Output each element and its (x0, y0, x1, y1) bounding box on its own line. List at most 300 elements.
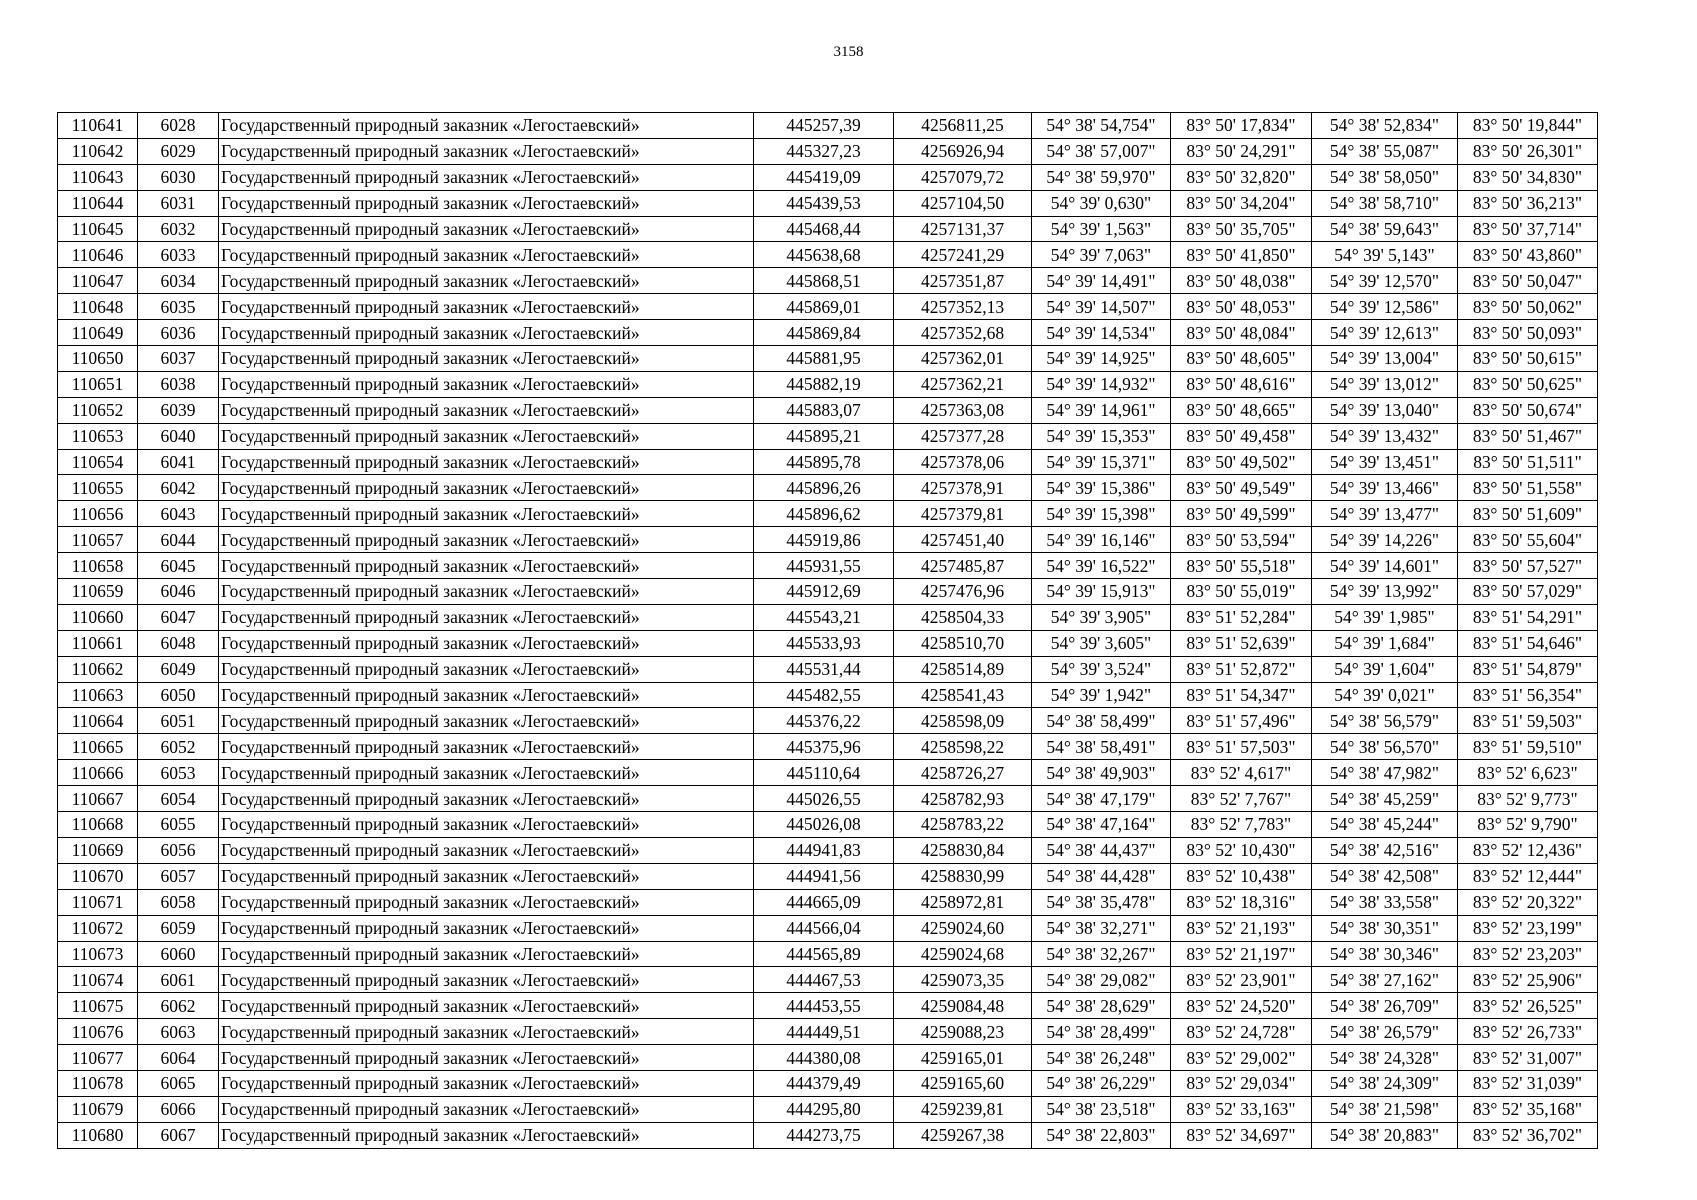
cell-latitude-1: 54° 39' 16,146" (1032, 527, 1171, 553)
cell-latitude-1: 54° 39' 3,605" (1032, 630, 1171, 656)
cell-object-name: Государственный природный заказник «Легостаевский» (219, 449, 754, 475)
cell-object-name: Государственный природный заказник «Легостаевский» (219, 397, 754, 423)
cell-latitude-2: 54° 38' 30,346" (1312, 941, 1458, 967)
cell-coord-x: 445919,86 (754, 527, 894, 553)
cell-longitude-2: 83° 50' 51,609" (1458, 501, 1598, 527)
cell-coord-x: 445638,68 (754, 242, 894, 268)
cell-longitude-1: 83° 50' 35,705" (1171, 216, 1312, 242)
cell-row-id: 110663 (58, 682, 138, 708)
cell-latitude-2: 54° 39' 1,985" (1312, 604, 1458, 630)
cell-latitude-1: 54° 38' 44,428" (1032, 863, 1171, 889)
cell-object-name: Государственный природный заказник «Легостаевский» (219, 1019, 754, 1045)
cell-longitude-2: 83° 50' 37,714" (1458, 216, 1598, 242)
cell-row-id: 110641 (58, 113, 138, 139)
cell-longitude-2: 83° 50' 36,213" (1458, 190, 1598, 216)
cell-point-number: 6040 (138, 423, 219, 449)
cell-longitude-1: 83° 52' 18,316" (1171, 889, 1312, 915)
cell-object-name: Государственный природный заказник «Легостаевский» (219, 553, 754, 579)
cell-latitude-2: 54° 38' 24,309" (1312, 1070, 1458, 1096)
cell-longitude-2: 83° 50' 57,527" (1458, 553, 1598, 579)
cell-longitude-1: 83° 50' 48,053" (1171, 294, 1312, 320)
cell-coord-y: 4258514,89 (894, 656, 1032, 682)
cell-longitude-1: 83° 51' 52,872" (1171, 656, 1312, 682)
cell-coord-x: 445895,21 (754, 423, 894, 449)
cell-object-name: Государственный природный заказник «Легостаевский» (219, 527, 754, 553)
cell-latitude-1: 54° 39' 14,507" (1032, 294, 1171, 320)
cell-latitude-1: 54° 39' 15,913" (1032, 579, 1171, 605)
cell-coord-x: 444566,04 (754, 915, 894, 941)
cell-row-id: 110679 (58, 1096, 138, 1122)
cell-latitude-2: 54° 38' 45,244" (1312, 812, 1458, 838)
cell-longitude-1: 83° 50' 32,820" (1171, 164, 1312, 190)
cell-latitude-2: 54° 38' 42,508" (1312, 863, 1458, 889)
cell-point-number: 6066 (138, 1096, 219, 1122)
cell-point-number: 6043 (138, 501, 219, 527)
cell-latitude-2: 54° 38' 58,050" (1312, 164, 1458, 190)
cell-latitude-1: 54° 38' 26,229" (1032, 1070, 1171, 1096)
cell-longitude-2: 83° 50' 51,558" (1458, 475, 1598, 501)
cell-coord-y: 4259088,23 (894, 1019, 1032, 1045)
cell-latitude-1: 54° 39' 14,534" (1032, 320, 1171, 346)
table-row (58, 889, 1598, 915)
cell-coord-y: 4257104,50 (894, 190, 1032, 216)
cell-coord-x: 444449,51 (754, 1019, 894, 1045)
cell-latitude-2: 54° 39' 14,226" (1312, 527, 1458, 553)
cell-longitude-1: 83° 52' 23,901" (1171, 967, 1312, 993)
table-row (58, 1019, 1598, 1045)
cell-row-id: 110680 (58, 1122, 138, 1148)
table-row (58, 734, 1598, 760)
cell-longitude-1: 83° 50' 49,599" (1171, 501, 1312, 527)
cell-coord-x: 445468,44 (754, 216, 894, 242)
cell-object-name: Государственный природный заказник «Легостаевский» (219, 1070, 754, 1096)
table-row (58, 113, 1598, 139)
cell-latitude-2: 54° 38' 45,259" (1312, 786, 1458, 812)
cell-point-number: 6037 (138, 346, 219, 372)
cell-coord-x: 444665,09 (754, 889, 894, 915)
cell-row-id: 110678 (58, 1070, 138, 1096)
cell-object-name: Государственный природный заказник «Легостаевский» (219, 708, 754, 734)
cell-coord-x: 445868,51 (754, 268, 894, 294)
cell-latitude-1: 54° 38' 58,491" (1032, 734, 1171, 760)
cell-row-id: 110643 (58, 164, 138, 190)
cell-object-name: Государственный природный заказник «Легостаевский» (219, 889, 754, 915)
table-row (58, 475, 1598, 501)
cell-object-name: Государственный природный заказник «Легостаевский» (219, 734, 754, 760)
cell-longitude-1: 83° 50' 17,834" (1171, 113, 1312, 139)
cell-coord-y: 4259165,60 (894, 1070, 1032, 1096)
cell-longitude-2: 83° 51' 59,503" (1458, 708, 1598, 734)
cell-longitude-1: 83° 50' 34,204" (1171, 190, 1312, 216)
cell-point-number: 6039 (138, 397, 219, 423)
cell-longitude-1: 83° 50' 41,850" (1171, 242, 1312, 268)
cell-object-name: Государственный природный заказник «Легостаевский» (219, 941, 754, 967)
cell-longitude-1: 83° 51' 57,496" (1171, 708, 1312, 734)
cell-object-name: Государственный природный заказник «Легостаевский» (219, 786, 754, 812)
cell-coord-x: 445896,62 (754, 501, 894, 527)
cell-latitude-2: 54° 39' 14,601" (1312, 553, 1458, 579)
cell-point-number: 6061 (138, 967, 219, 993)
cell-longitude-1: 83° 52' 34,697" (1171, 1122, 1312, 1148)
cell-coord-x: 444295,80 (754, 1096, 894, 1122)
cell-object-name: Государственный природный заказник «Легостаевский» (219, 837, 754, 863)
cell-latitude-1: 54° 38' 59,970" (1032, 164, 1171, 190)
cell-latitude-1: 54° 38' 32,271" (1032, 915, 1171, 941)
table-row (58, 993, 1598, 1019)
cell-coord-y: 4258726,27 (894, 760, 1032, 786)
cell-latitude-1: 54° 39' 15,371" (1032, 449, 1171, 475)
cell-object-name: Государственный природный заказник «Легостаевский» (219, 604, 754, 630)
cell-coord-y: 4257352,68 (894, 320, 1032, 346)
cell-longitude-2: 83° 51' 54,291" (1458, 604, 1598, 630)
cell-row-id: 110645 (58, 216, 138, 242)
cell-coord-y: 4258830,84 (894, 837, 1032, 863)
cell-longitude-2: 83° 52' 23,203" (1458, 941, 1598, 967)
cell-coord-x: 445869,84 (754, 320, 894, 346)
cell-coord-x: 445257,39 (754, 113, 894, 139)
cell-latitude-2: 54° 38' 55,087" (1312, 138, 1458, 164)
cell-row-id: 110657 (58, 527, 138, 553)
cell-coord-x: 445883,07 (754, 397, 894, 423)
cell-object-name: Государственный природный заказник «Легостаевский» (219, 164, 754, 190)
cell-longitude-2: 83° 50' 43,860" (1458, 242, 1598, 268)
cell-coord-y: 4256926,94 (894, 138, 1032, 164)
cell-longitude-2: 83° 52' 36,702" (1458, 1122, 1598, 1148)
cell-point-number: 6031 (138, 190, 219, 216)
cell-row-id: 110675 (58, 993, 138, 1019)
cell-coord-x: 445110,64 (754, 760, 894, 786)
cell-point-number: 6053 (138, 760, 219, 786)
cell-latitude-2: 54° 38' 26,579" (1312, 1019, 1458, 1045)
cell-object-name: Государственный природный заказник «Легостаевский» (219, 682, 754, 708)
cell-object-name: Государственный природный заказник «Легостаевский» (219, 423, 754, 449)
cell-longitude-2: 83° 52' 9,790" (1458, 812, 1598, 838)
cell-latitude-2: 54° 38' 56,579" (1312, 708, 1458, 734)
cell-longitude-2: 83° 50' 57,029" (1458, 579, 1598, 605)
cell-longitude-2: 83° 50' 50,625" (1458, 371, 1598, 397)
cell-row-id: 110662 (58, 656, 138, 682)
cell-row-id: 110667 (58, 786, 138, 812)
cell-coord-x: 445419,09 (754, 164, 894, 190)
cell-longitude-2: 83° 52' 6,623" (1458, 760, 1598, 786)
cell-longitude-2: 83° 52' 23,199" (1458, 915, 1598, 941)
cell-coord-y: 4257362,21 (894, 371, 1032, 397)
cell-longitude-2: 83° 50' 51,467" (1458, 423, 1598, 449)
cell-point-number: 6063 (138, 1019, 219, 1045)
cell-longitude-1: 83° 51' 57,503" (1171, 734, 1312, 760)
table-row (58, 423, 1598, 449)
cell-object-name: Государственный природный заказник «Легостаевский» (219, 1122, 754, 1148)
cell-point-number: 6032 (138, 216, 219, 242)
table-row (58, 216, 1598, 242)
cell-point-number: 6038 (138, 371, 219, 397)
cell-latitude-1: 54° 39' 15,353" (1032, 423, 1171, 449)
table-row (58, 138, 1598, 164)
cell-row-id: 110644 (58, 190, 138, 216)
cell-latitude-1: 54° 39' 14,961" (1032, 397, 1171, 423)
cell-object-name: Государственный природный заказник «Легостаевский» (219, 915, 754, 941)
cell-coord-x: 445881,95 (754, 346, 894, 372)
coordinates-table (57, 112, 1598, 1149)
cell-longitude-2: 83° 52' 12,436" (1458, 837, 1598, 863)
cell-object-name: Государственный природный заказник «Легостаевский» (219, 993, 754, 1019)
cell-latitude-2: 54° 39' 13,012" (1312, 371, 1458, 397)
cell-row-id: 110676 (58, 1019, 138, 1045)
cell-longitude-1: 83° 51' 54,347" (1171, 682, 1312, 708)
cell-object-name: Государственный природный заказник «Легостаевский» (219, 268, 754, 294)
cell-coord-y: 4258510,70 (894, 630, 1032, 656)
cell-point-number: 6045 (138, 553, 219, 579)
table-row (58, 1122, 1598, 1148)
cell-object-name: Государственный природный заказник «Легостаевский» (219, 812, 754, 838)
table-row (58, 837, 1598, 863)
cell-row-id: 110672 (58, 915, 138, 941)
cell-longitude-2: 83° 52' 12,444" (1458, 863, 1598, 889)
cell-coord-x: 445531,44 (754, 656, 894, 682)
cell-point-number: 6030 (138, 164, 219, 190)
cell-coord-y: 4258504,33 (894, 604, 1032, 630)
cell-row-id: 110661 (58, 630, 138, 656)
cell-coord-y: 4259165,01 (894, 1045, 1032, 1071)
cell-point-number: 6062 (138, 993, 219, 1019)
table-row (58, 1096, 1598, 1122)
cell-object-name: Государственный природный заказник «Легостаевский» (219, 967, 754, 993)
table-row (58, 190, 1598, 216)
cell-point-number: 6028 (138, 113, 219, 139)
cell-latitude-1: 54° 38' 54,754" (1032, 113, 1171, 139)
cell-coord-y: 4259073,35 (894, 967, 1032, 993)
cell-longitude-2: 83° 51' 54,646" (1458, 630, 1598, 656)
cell-row-id: 110655 (58, 475, 138, 501)
cell-point-number: 6051 (138, 708, 219, 734)
cell-coord-y: 4256811,25 (894, 113, 1032, 139)
table-body (58, 113, 1598, 1149)
cell-row-id: 110670 (58, 863, 138, 889)
cell-longitude-1: 83° 50' 48,038" (1171, 268, 1312, 294)
cell-latitude-2: 54° 38' 20,883" (1312, 1122, 1458, 1148)
cell-coord-x: 445896,26 (754, 475, 894, 501)
cell-object-name: Государственный природный заказник «Легостаевский» (219, 346, 754, 372)
cell-longitude-1: 83° 52' 10,438" (1171, 863, 1312, 889)
table-row (58, 579, 1598, 605)
cell-coord-y: 4259267,38 (894, 1122, 1032, 1148)
cell-longitude-2: 83° 50' 50,047" (1458, 268, 1598, 294)
cell-point-number: 6065 (138, 1070, 219, 1096)
cell-point-number: 6035 (138, 294, 219, 320)
cell-row-id: 110664 (58, 708, 138, 734)
cell-coord-x: 444273,75 (754, 1122, 894, 1148)
cell-row-id: 110647 (58, 268, 138, 294)
cell-point-number: 6064 (138, 1045, 219, 1071)
cell-longitude-2: 83° 52' 31,039" (1458, 1070, 1598, 1096)
cell-latitude-1: 54° 38' 47,164" (1032, 812, 1171, 838)
cell-coord-x: 445376,22 (754, 708, 894, 734)
cell-coord-y: 4257362,01 (894, 346, 1032, 372)
table-row (58, 760, 1598, 786)
cell-coord-y: 4257378,91 (894, 475, 1032, 501)
cell-coord-y: 4257451,40 (894, 527, 1032, 553)
cell-coord-y: 4258782,93 (894, 786, 1032, 812)
cell-longitude-1: 83° 52' 33,163" (1171, 1096, 1312, 1122)
cell-latitude-1: 54° 39' 1,942" (1032, 682, 1171, 708)
table-row (58, 915, 1598, 941)
cell-latitude-2: 54° 38' 27,162" (1312, 967, 1458, 993)
cell-object-name: Государственный природный заказник «Легостаевский» (219, 501, 754, 527)
cell-longitude-1: 83° 52' 29,034" (1171, 1070, 1312, 1096)
table-row (58, 863, 1598, 889)
cell-latitude-1: 54° 38' 28,499" (1032, 1019, 1171, 1045)
cell-longitude-1: 83° 52' 7,783" (1171, 812, 1312, 838)
cell-latitude-2: 54° 38' 56,570" (1312, 734, 1458, 760)
cell-coord-y: 4258783,22 (894, 812, 1032, 838)
cell-longitude-2: 83° 51' 56,354" (1458, 682, 1598, 708)
cell-latitude-1: 54° 38' 35,478" (1032, 889, 1171, 915)
cell-row-id: 110677 (58, 1045, 138, 1071)
cell-object-name: Государственный природный заказник «Легостаевский» (219, 760, 754, 786)
table-row (58, 501, 1598, 527)
cell-object-name: Государственный природный заказник «Легостаевский» (219, 138, 754, 164)
cell-latitude-1: 54° 39' 16,522" (1032, 553, 1171, 579)
cell-longitude-2: 83° 50' 19,844" (1458, 113, 1598, 139)
cell-row-id: 110653 (58, 423, 138, 449)
cell-row-id: 110668 (58, 812, 138, 838)
cell-coord-y: 4257378,06 (894, 449, 1032, 475)
table-row (58, 553, 1598, 579)
cell-point-number: 6052 (138, 734, 219, 760)
cell-coord-x: 444941,56 (754, 863, 894, 889)
table-row (58, 397, 1598, 423)
cell-longitude-1: 83° 50' 48,084" (1171, 320, 1312, 346)
table-row (58, 812, 1598, 838)
cell-latitude-2: 54° 39' 5,143" (1312, 242, 1458, 268)
cell-longitude-2: 83° 50' 51,511" (1458, 449, 1598, 475)
cell-object-name: Государственный природный заказник «Легостаевский» (219, 371, 754, 397)
cell-row-id: 110652 (58, 397, 138, 423)
cell-latitude-1: 54° 38' 44,437" (1032, 837, 1171, 863)
cell-coord-y: 4257476,96 (894, 579, 1032, 605)
cell-point-number: 6036 (138, 320, 219, 346)
cell-coord-x: 445912,69 (754, 579, 894, 605)
cell-coord-x: 445026,08 (754, 812, 894, 838)
cell-point-number: 6034 (138, 268, 219, 294)
cell-longitude-1: 83° 50' 55,518" (1171, 553, 1312, 579)
table-row (58, 294, 1598, 320)
cell-row-id: 110658 (58, 553, 138, 579)
cell-coord-y: 4258541,43 (894, 682, 1032, 708)
cell-latitude-1: 54° 39' 3,905" (1032, 604, 1171, 630)
cell-object-name: Государственный природный заказник «Легостаевский» (219, 242, 754, 268)
cell-row-id: 110671 (58, 889, 138, 915)
table-row (58, 604, 1598, 630)
cell-row-id: 110659 (58, 579, 138, 605)
cell-coord-x: 444453,55 (754, 993, 894, 1019)
cell-longitude-2: 83° 52' 31,007" (1458, 1045, 1598, 1071)
cell-coord-x: 445533,93 (754, 630, 894, 656)
cell-row-id: 110669 (58, 837, 138, 863)
cell-latitude-1: 54° 38' 29,082" (1032, 967, 1171, 993)
cell-coord-x: 445931,55 (754, 553, 894, 579)
cell-coord-y: 4257351,87 (894, 268, 1032, 294)
cell-longitude-2: 83° 50' 50,093" (1458, 320, 1598, 346)
cell-longitude-2: 83° 50' 50,674" (1458, 397, 1598, 423)
cell-row-id: 110673 (58, 941, 138, 967)
cell-latitude-1: 54° 39' 14,932" (1032, 371, 1171, 397)
cell-latitude-2: 54° 39' 13,466" (1312, 475, 1458, 501)
cell-longitude-1: 83° 50' 49,502" (1171, 449, 1312, 475)
table-row (58, 164, 1598, 190)
cell-row-id: 110656 (58, 501, 138, 527)
cell-latitude-2: 54° 38' 59,643" (1312, 216, 1458, 242)
cell-row-id: 110648 (58, 294, 138, 320)
cell-latitude-2: 54° 38' 24,328" (1312, 1045, 1458, 1071)
cell-coord-y: 4257352,13 (894, 294, 1032, 320)
cell-coord-y: 4257377,28 (894, 423, 1032, 449)
cell-latitude-1: 54° 39' 1,563" (1032, 216, 1171, 242)
cell-coord-y: 4257363,08 (894, 397, 1032, 423)
cell-coord-y: 4259024,68 (894, 941, 1032, 967)
cell-latitude-1: 54° 39' 3,524" (1032, 656, 1171, 682)
cell-row-id: 110665 (58, 734, 138, 760)
cell-point-number: 6055 (138, 812, 219, 838)
cell-latitude-2: 54° 39' 1,604" (1312, 656, 1458, 682)
table-row (58, 656, 1598, 682)
cell-latitude-1: 54° 39' 15,386" (1032, 475, 1171, 501)
cell-longitude-2: 83° 52' 26,525" (1458, 993, 1598, 1019)
cell-latitude-2: 54° 39' 13,451" (1312, 449, 1458, 475)
cell-coord-x: 444379,49 (754, 1070, 894, 1096)
table-row (58, 941, 1598, 967)
cell-coord-x: 444565,89 (754, 941, 894, 967)
table-row (58, 371, 1598, 397)
cell-longitude-1: 83° 52' 10,430" (1171, 837, 1312, 863)
cell-coord-y: 4257485,87 (894, 553, 1032, 579)
cell-longitude-2: 83° 50' 55,604" (1458, 527, 1598, 553)
cell-row-id: 110649 (58, 320, 138, 346)
cell-longitude-1: 83° 52' 21,197" (1171, 941, 1312, 967)
cell-object-name: Государственный природный заказник «Легостаевский» (219, 656, 754, 682)
cell-longitude-1: 83° 50' 55,019" (1171, 579, 1312, 605)
cell-latitude-1: 54° 39' 0,630" (1032, 190, 1171, 216)
cell-latitude-2: 54° 39' 12,586" (1312, 294, 1458, 320)
cell-latitude-2: 54° 39' 13,040" (1312, 397, 1458, 423)
cell-longitude-1: 83° 50' 48,605" (1171, 346, 1312, 372)
cell-latitude-1: 54° 38' 58,499" (1032, 708, 1171, 734)
cell-latitude-1: 54° 39' 14,491" (1032, 268, 1171, 294)
table-row (58, 1045, 1598, 1071)
cell-coord-y: 4257131,37 (894, 216, 1032, 242)
cell-longitude-1: 83° 51' 52,284" (1171, 604, 1312, 630)
cell-coord-x: 445026,55 (754, 786, 894, 812)
cell-longitude-2: 83° 50' 50,615" (1458, 346, 1598, 372)
cell-latitude-1: 54° 38' 49,903" (1032, 760, 1171, 786)
cell-row-id: 110650 (58, 346, 138, 372)
cell-coord-y: 4258598,22 (894, 734, 1032, 760)
cell-point-number: 6049 (138, 656, 219, 682)
cell-latitude-1: 54° 38' 22,803" (1032, 1122, 1171, 1148)
cell-row-id: 110654 (58, 449, 138, 475)
cell-row-id: 110646 (58, 242, 138, 268)
cell-latitude-1: 54° 38' 57,007" (1032, 138, 1171, 164)
cell-longitude-1: 83° 52' 29,002" (1171, 1045, 1312, 1071)
cell-latitude-1: 54° 39' 15,398" (1032, 501, 1171, 527)
table-row (58, 708, 1598, 734)
cell-row-id: 110666 (58, 760, 138, 786)
cell-longitude-1: 83° 50' 48,665" (1171, 397, 1312, 423)
cell-latitude-1: 54° 38' 23,518" (1032, 1096, 1171, 1122)
cell-coord-x: 445439,53 (754, 190, 894, 216)
cell-latitude-2: 54° 39' 0,021" (1312, 682, 1458, 708)
table-row (58, 630, 1598, 656)
